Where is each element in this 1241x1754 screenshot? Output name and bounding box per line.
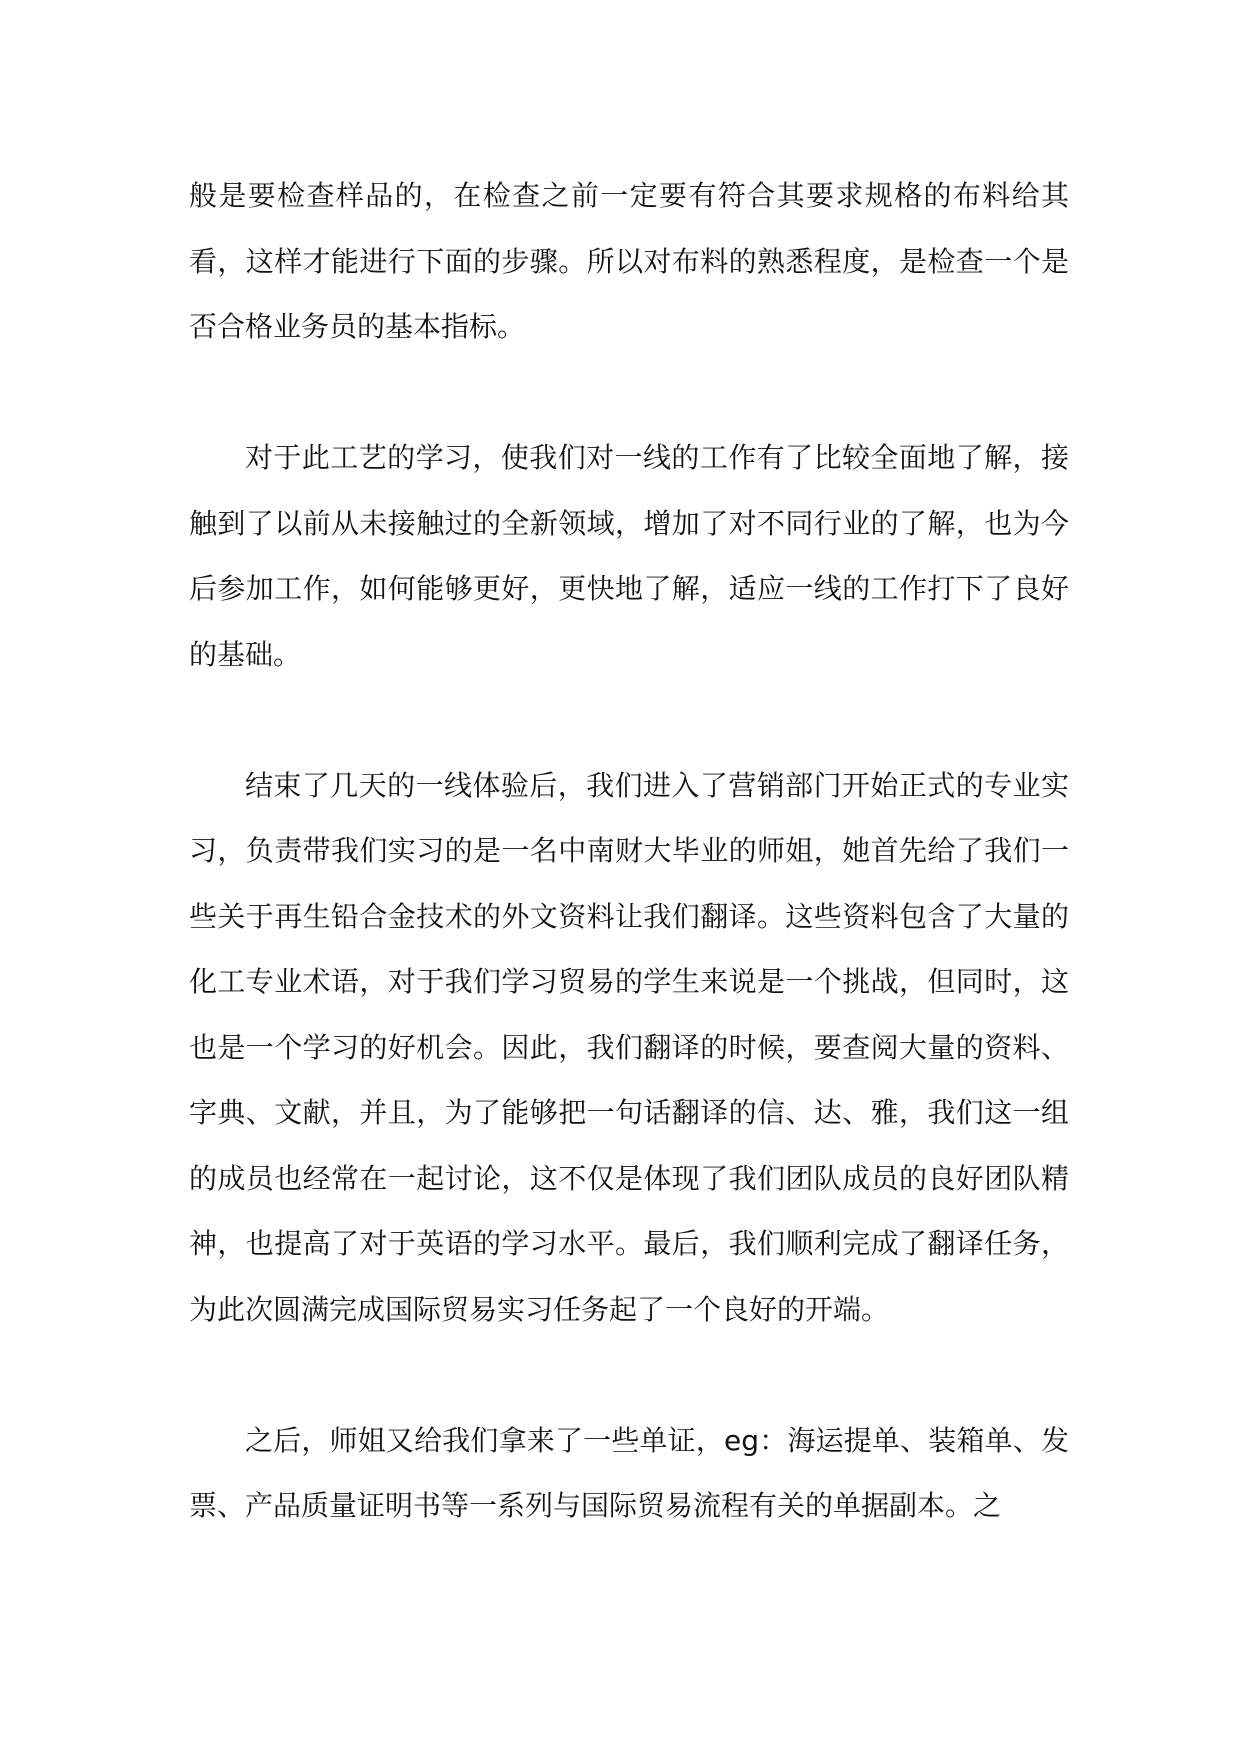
paragraph-translation-internship: 结束了几天的一线体验后，我们进入了营销部门开始正式的专业实习，负责带我们实习的是一名中南财大毕业的师姐，她首先给了我们一些关于再生铅合金技术的外文资料让我们翻译。这些资料包含了大量的化工专业术语，对于我们学习贸易的学生来说是一个挑战，但同时，这也是一个学习的好机会。因此，我们翻译的时候，要查阅大量的资料、字典、文献，并且，为了能够把一句话翻译的信、达、雅，我们这一组的成员也经常在一起讨论，这不仅是体现了我们团队成员的良好团队精神，也提高了对于英语的学习水平。最后，我们顺利完成了翻译任务，为此次圆满完成国际贸易实习任务起了一个良好的开端。 — [189, 768, 1069, 1326]
document-body — [189, 163, 1069, 1539]
paragraph-process-learning: 对于此工艺的学习，使我们对一线的工作有了比较全面地了解，接触到了以前从未接触过的全新领域，增加了对不同行业的了解，也为今后参加工作，如何能够更好，更快地了解，适应一线的工作打下了良好的基础。 — [189, 441, 1069, 671]
paragraph-documents: 之后，师姐又给我们拿来了一些单证，eg：海运提单、装箱单、发票、产品质量证明书等一系列与国际贸易流程有关的单据副本。之 — [189, 1423, 1069, 1522]
paragraph-continued: 般是要检查样品的，在检查之前一定要有符合其要求规格的布料给其看，这样才能进行下面的步骤。所以对布料的熟悉程度，是检查一个是否合格业务员的基本指标。 — [189, 179, 1069, 343]
